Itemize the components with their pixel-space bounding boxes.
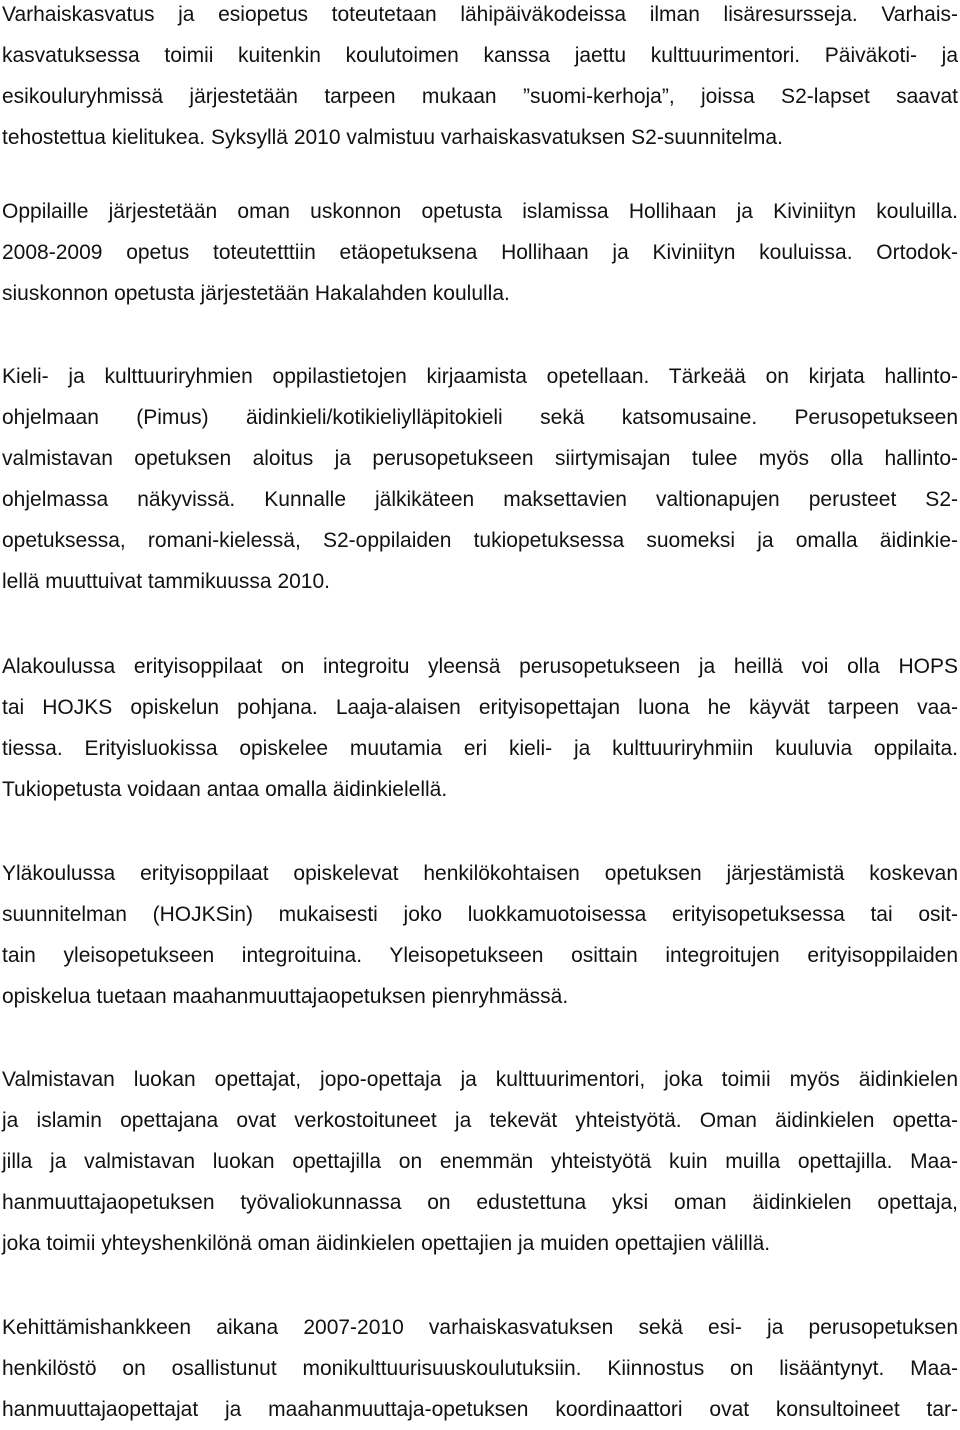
text-line: tehostettua kielitukea. Syksyllä 2010 valmistuu varhaiskasvatuksen S2-suunnitelma.: [2, 126, 783, 149]
text-line: suunnitelman (HOJKSin) mukaisesti joko luokkamuotoisessa erityisopetuksessa tai osit-: [2, 903, 958, 926]
text-line: 2008-2009 opetus toteutetttiin etäopetuksena Hollihaan ja Kiviniityn kouluissa. Ortodok-: [2, 241, 958, 264]
text-line: joka toimii yhteyshenkilönä oman äidinkielen opettajien ja muiden opettajien välillä.: [2, 1232, 771, 1255]
paragraph-2: [2, 191, 958, 314]
paragraph-3: [2, 356, 958, 602]
text-line: lellä muuttuivat tammikuussa 2010.: [2, 570, 330, 593]
text-line: Kehittämishankkeen aikana 2007-2010 varhaiskasvatuksen sekä esi- ja perusopetuksen: [2, 1316, 958, 1339]
text-line: hanmuuttajaopettajat ja maahanmuuttaja-opetuksen koordinaattori ovat konsultoineet tar-: [2, 1398, 958, 1421]
text-line: ja islamin opettajana ovat verkostoituneet ja tekevät yhteistyötä. Oman äidinkielen opetta-: [2, 1109, 958, 1132]
text-line: tiessa. Erityisluokissa opiskelee muutamia eri kieli- ja kulttuuriryhmiin kuuluvia oppilaita.: [2, 737, 958, 760]
text-line: tai HOJKS opiskelun pohjana. Laaja-alaisen erityisopettajan luona he käyvät tarpeen vaa-: [2, 696, 958, 719]
text-line: tain yleisopetukseen integroituina. Yleisopetukseen osittain integroitujen erityisoppilaiden: [2, 944, 958, 967]
text-line: Yläkoulussa erityisoppilaat opiskelevat henkilökohtaisen opetuksen järjestämistä koskevan: [2, 862, 958, 885]
text-line: opetuksessa, romani-kielessä, S2-oppilaiden tukiopetuksessa suomeksi ja omalla äidinkie-: [2, 529, 958, 552]
text-line: jilla ja valmistavan luokan opettajilla on enemmän yhteistyötä kuin muilla opettajilla. Maa-: [2, 1150, 958, 1173]
text-line: ohjelmaan (Pimus) äidinkieli/kotikieliylläpitokieli sekä katsomusaine. Perusopetukseen: [2, 406, 958, 429]
text-line: Kieli- ja kulttuuriryhmien oppilastietojen kirjaamista opetellaan. Tärkeää on kirjata hallinto-: [2, 365, 958, 388]
paragraph-6: [2, 1059, 958, 1264]
text-line: opiskelua tuetaan maahanmuuttajaopetuksen pienryhmässä.: [2, 985, 569, 1008]
text-line: valmistavan opetuksen aloitus ja perusopetukseen siirtymisajan tulee myös olla hallinto-: [2, 447, 958, 470]
text-line: Valmistavan luokan opettajat, jopo-opettaja ja kulttuurimentori, joka toimii myös äidinkielen: [2, 1068, 958, 1091]
text-line: henkilöstö on osallistunut monikulttuurisuuskoulutuksiin. Kiinnostus on lisääntynyt. Maa-: [2, 1357, 958, 1380]
text-line: Tukiopetusta voidaan antaa omalla äidinkielellä.: [2, 778, 448, 801]
paragraph-7: [2, 1307, 958, 1430]
text-line: Varhaiskasvatus ja esiopetus toteutetaan lähipäiväkodeissa ilman lisäresursseja. Varhais-: [2, 3, 958, 26]
text-line: kasvatuksessa toimii kuitenkin koulutoimen kanssa jaettu kulttuurimentori. Päiväkoti- ja: [2, 44, 958, 67]
text-line: ohjelmassa näkyvissä. Kunnalle jälkikäteen maksettavien valtionapujen perusteet S2-: [2, 488, 958, 511]
text-line: siuskonnon opetusta järjestetään Hakalahden koululla.: [2, 282, 510, 305]
paragraph-5: [2, 853, 958, 1017]
paragraph-4: [2, 646, 958, 810]
text-line: esikouluryhmissä järjestetään tarpeen mukaan ”suomi-kerhoja”, joissa S2-lapset saavat: [2, 85, 958, 108]
paragraph-1: [2, 0, 958, 158]
text-line: hanmuuttajaopetuksen työvaliokunnassa on edustettuna yksi oman äidinkielen opettaja,: [2, 1191, 958, 1214]
text-line: Oppilaille järjestetään oman uskonnon opetusta islamissa Hollihaan ja Kiviniityn kouluilla.: [2, 200, 958, 223]
text-line: Alakoulussa erityisoppilaat on integroitu yleensä perusopetukseen ja heillä voi olla HOPS: [2, 655, 958, 678]
